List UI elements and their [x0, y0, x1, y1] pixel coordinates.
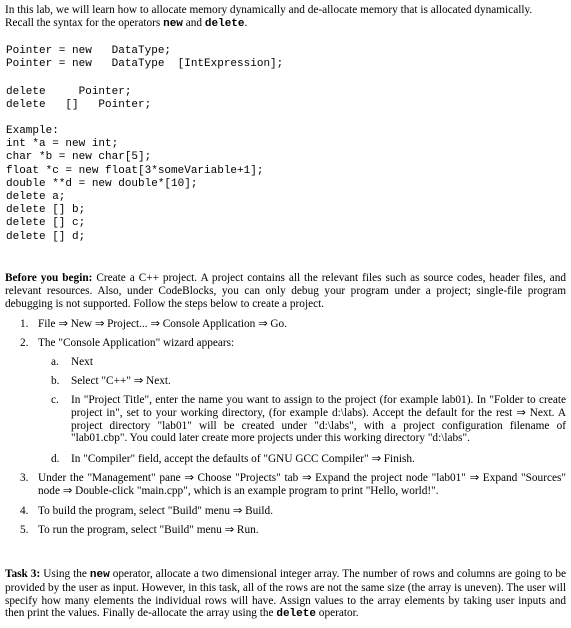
code-line: Pointer = new DataType; — [6, 45, 172, 57]
step-2-text: The "Console Application" wizard appears: — [38, 337, 235, 349]
step-3-text: Under the "Management" pane ⇒ Choose "Projects" tab ⇒ Expand the project node "lab01" ⇒ Expand "Sources" node ⇒ Double-click "main.cpp", which is an example program to print "Hello, world!". — [38, 472, 566, 497]
code-line: float *c = new float[3*someVariable+1]; — [6, 164, 264, 177]
substep-a-text: Next — [71, 356, 93, 368]
step-number: 3. — [20, 472, 29, 484]
step-number: 5. — [20, 524, 29, 536]
code-line: delete [] b; — [6, 204, 86, 217]
step-4-text: To build the program, select "Build" menu ⇒ Build. — [38, 505, 274, 517]
substep-letter: a. — [51, 356, 59, 368]
example-code-block — [6, 125, 263, 244]
task-text-2: operator, allocate a two dimensional integer array. The number of rows and columns are going to be provided by the user as input. However, in this task, all of the rows are not the same size (the array is uneven). The user will specify how many elements the individual rows will have. Assign values to the array elements by taking user inputs and then print the values. Finally de-allocate the array using the — [5, 568, 566, 620]
substep-letter: c. — [51, 394, 59, 406]
code-line: int *a = new int; — [6, 138, 119, 151]
keyword-delete: delete — [276, 608, 316, 621]
example-heading: Example: — [6, 125, 59, 137]
substep-d-text: In "Compiler" field, accept the defaults of "GNU GCC Compiler" ⇒ Finish. — [71, 453, 415, 465]
code-line: delete a; — [6, 191, 66, 204]
code-line: delete [] d; — [6, 230, 86, 243]
new-syntax-block — [6, 45, 283, 71]
keyword-new: new — [163, 17, 183, 30]
before-you-begin-paragraph — [5, 272, 566, 310]
keyword-delete: delete — [204, 17, 245, 30]
step-1-text: File ⇒ New ⇒ Project... ⇒ Console Application ⇒ Go. — [38, 318, 288, 330]
before-text: Create a C++ project. A project contains all the relevant files such as source codes, header files, and relevant resources. Also, under CodeBlocks, you can only debug your program under a project; single-file program debugging is not supported. Follow the steps below to create a project. — [5, 272, 566, 310]
intro-period: . — [244, 16, 248, 29]
intro-and: and — [182, 16, 205, 29]
intro-line-2-prefix: Recall the syntax for the operators — [5, 16, 164, 29]
intro-line-2 — [5, 17, 566, 31]
intro-paragraph — [5, 4, 566, 31]
substep-b-text: Select "C++" ⇒ Next. — [71, 375, 171, 387]
keyword-new: new — [89, 569, 110, 581]
before-label: Before you begin: — [5, 272, 93, 284]
task-label: Task 3: — [5, 568, 41, 580]
code-line: char *b = new char[5]; — [6, 151, 152, 164]
code-line: double **d = new double*[10]; — [6, 177, 198, 190]
delete-syntax-block — [6, 86, 151, 112]
step-5-text: To run the program, select "Build" menu ⇒ Run. — [38, 524, 259, 536]
code-line: delete [] c; — [6, 217, 86, 230]
intro-line-1: In this lab, we will learn how to allocate memory dynamically and de-allocate memory that is allocated dynamically. — [5, 4, 533, 16]
substep-letter: b. — [51, 375, 60, 387]
task-text-3: operator. — [315, 607, 359, 620]
step-number: 2. — [20, 337, 29, 349]
task-text-1: Using the — [40, 568, 90, 580]
task-3-paragraph — [5, 568, 566, 621]
step-number: 4. — [20, 505, 29, 517]
substep-c-text: In "Project Title", enter the name you want to assign to the project (for example lab01). In "Folder to create project in", set to your working directory, (for example d:\labs). Accept the default for the rest ⇒ Next. A project directory "lab01" will be created under "d:\labs", with a project configuration filename of "lab01.cbp". You could later create more projects under this working directory "d:\labs". — [71, 394, 566, 445]
step-number: 1. — [20, 318, 29, 330]
substep-letter: d. — [51, 453, 60, 465]
code-line: delete Pointer; — [6, 86, 132, 98]
code-line: delete [] Pointer; — [6, 99, 152, 112]
code-line: Pointer = new DataType [IntExpression]; — [6, 58, 284, 71]
